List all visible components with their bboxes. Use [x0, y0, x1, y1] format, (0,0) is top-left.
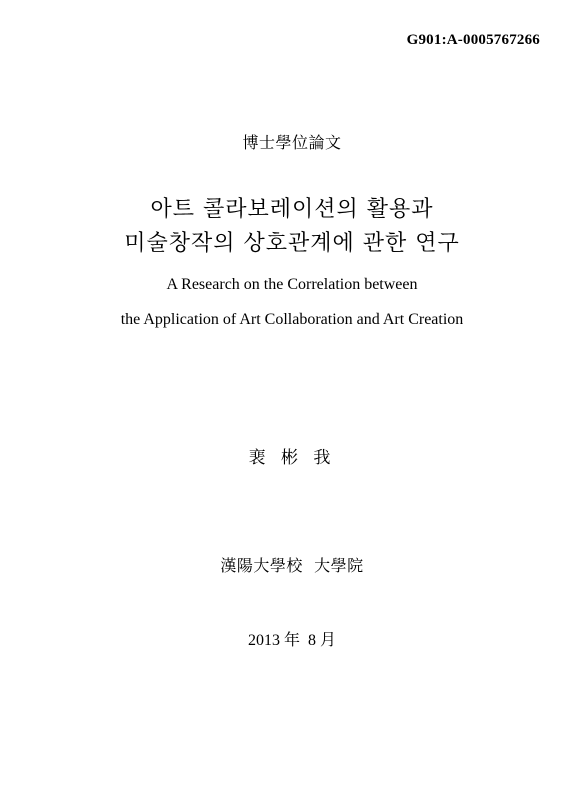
document-id-code: G901:A-0005767266 [406, 32, 540, 48]
submission-date: 2013 年 8 月 [247, 632, 336, 649]
english-title-line-2: the Application of Art Collaboration and Art Creation [120, 311, 464, 328]
institution-name: 漢陽大學校 大學院 [220, 556, 364, 575]
english-title-line-1: A Research on the Correlation between [166, 276, 418, 293]
korean-title-line-2: 미술창작의 상호관계에 관한 연구 [124, 231, 460, 256]
korean-title-line-1: 아트 콜라보레이션의 활용과 [150, 197, 434, 222]
author-name: 裵 彬 我 [248, 448, 336, 468]
degree-label: 博士學位論文 [242, 133, 342, 152]
